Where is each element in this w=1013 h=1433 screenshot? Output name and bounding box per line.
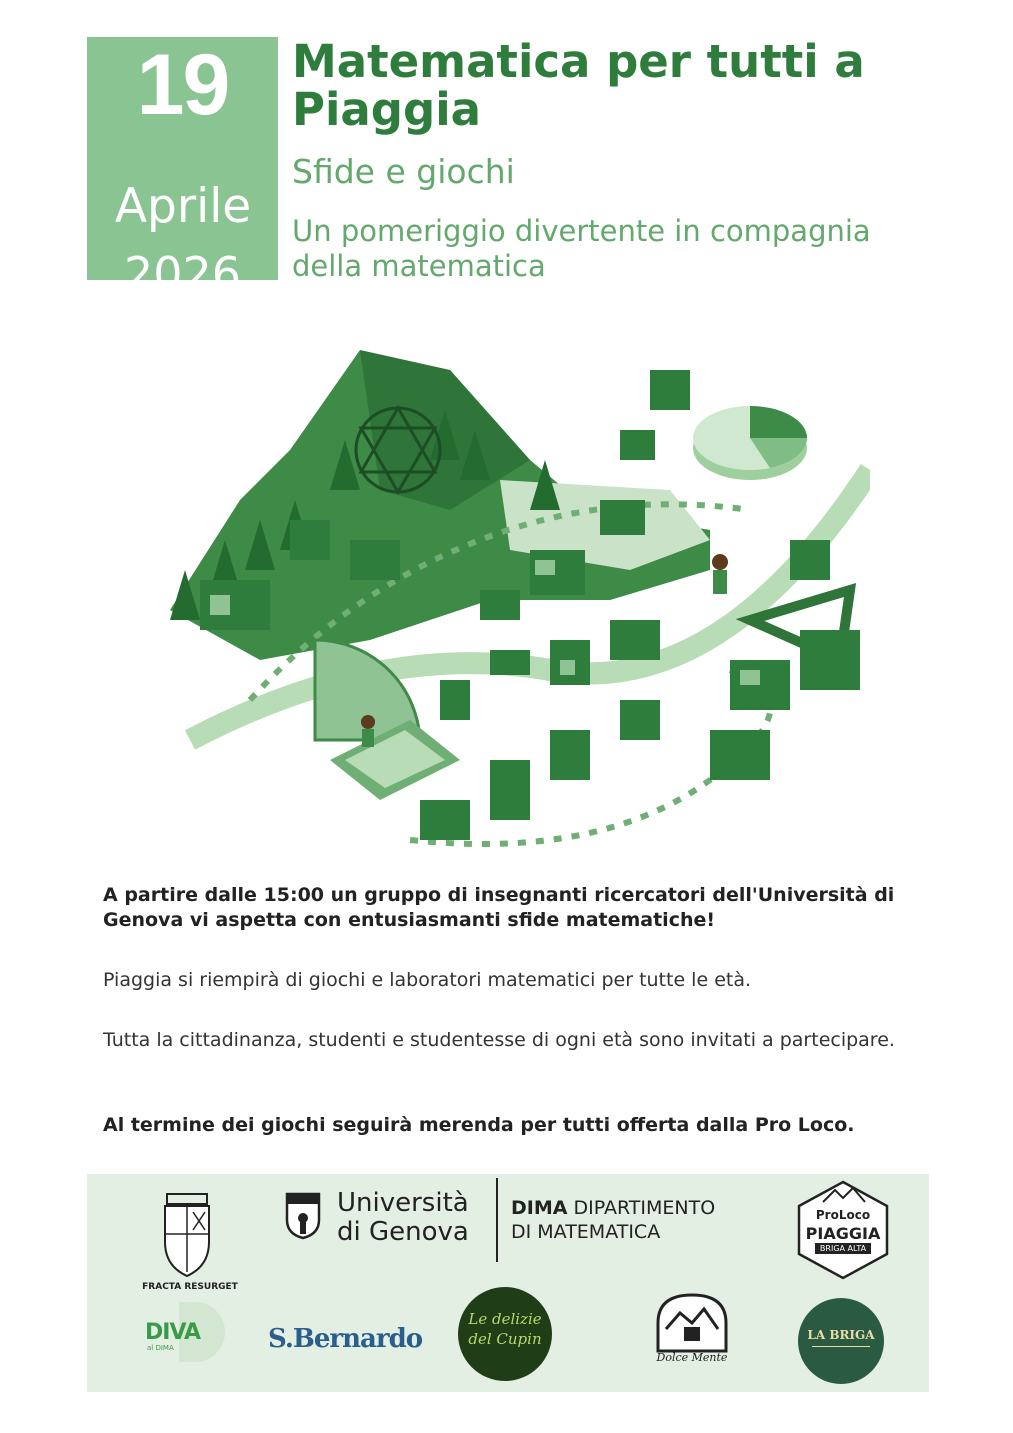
sponsors-footer — [87, 1174, 929, 1392]
date-box — [87, 37, 278, 301]
dima-line2: DI MATEMATICA — [511, 1221, 661, 1243]
date-year: 2026 — [123, 247, 242, 301]
diva-logo — [143, 1302, 233, 1364]
intro-paragraph: A partire dalle 15:00 un gruppo di insegnanti ricercatori dell'Università di Genova vi aspetta con entusiasmanti sfide matematiche! — [103, 884, 895, 931]
labriga-text: LA BRIGA — [807, 1328, 875, 1342]
proloco-line2: PIAGGIA — [805, 1224, 881, 1243]
date-day: 19 — [136, 37, 229, 133]
diva-text: DIVA — [145, 1320, 201, 1345]
sbernardo-logo: S.Bernardo — [268, 1324, 423, 1354]
proloco-line1: ProLoco — [815, 1208, 871, 1222]
snack-paragraph: Al termine dei giochi seguirà merenda per tutti offerta dalla Pro Loco. — [103, 1114, 855, 1136]
diva-small: al DIMA — [147, 1344, 174, 1352]
crest-icon — [135, 1192, 245, 1282]
unige-line1: Università — [337, 1188, 469, 1218]
proloco-logo — [793, 1180, 893, 1280]
comune-crest-logo — [135, 1192, 245, 1292]
page-subtitle: Sfide e giochi — [292, 152, 515, 191]
unige-shield-icon — [285, 1192, 321, 1240]
unige-divider — [496, 1178, 498, 1262]
date-month: Aprile — [114, 179, 252, 234]
dima-acronym: DIMA — [511, 1197, 568, 1219]
comune-motto: FRACTA RESURGET — [142, 1282, 238, 1292]
page-tagline: Un pomeriggio divertente in compagnia della matematica — [292, 214, 871, 283]
dolcemente-badge-icon — [652, 1289, 732, 1359]
unige-line2: di Genova — [337, 1217, 469, 1247]
unige-logo — [285, 1188, 485, 1268]
village-illustration — [150, 340, 870, 860]
games-paragraph: Piaggia si riempirà di giochi e laboratori matematici per tutte le età. — [103, 969, 752, 991]
delizie-logo — [458, 1287, 552, 1381]
dolcemente-text: Dolce Mente — [656, 1351, 728, 1364]
delizie-line2: del Cupin — [468, 1330, 542, 1348]
labriga-rule — [812, 1346, 870, 1347]
invitation-paragraph: Tutta la cittadinanza, studenti e studentesse di ogni età sono invitati a partecipare. — [103, 1029, 895, 1051]
dima-line1: DIPARTIMENTO — [567, 1197, 716, 1219]
dolcemente-logo — [652, 1289, 732, 1379]
delizie-line1: Le delizie — [468, 1310, 542, 1328]
page-title: Matematica per tutti a Piaggia — [292, 35, 865, 136]
proloco-line3: BRIGA ALTA — [793, 1244, 893, 1253]
dima-logo — [511, 1196, 751, 1256]
labriga-logo — [798, 1298, 884, 1384]
